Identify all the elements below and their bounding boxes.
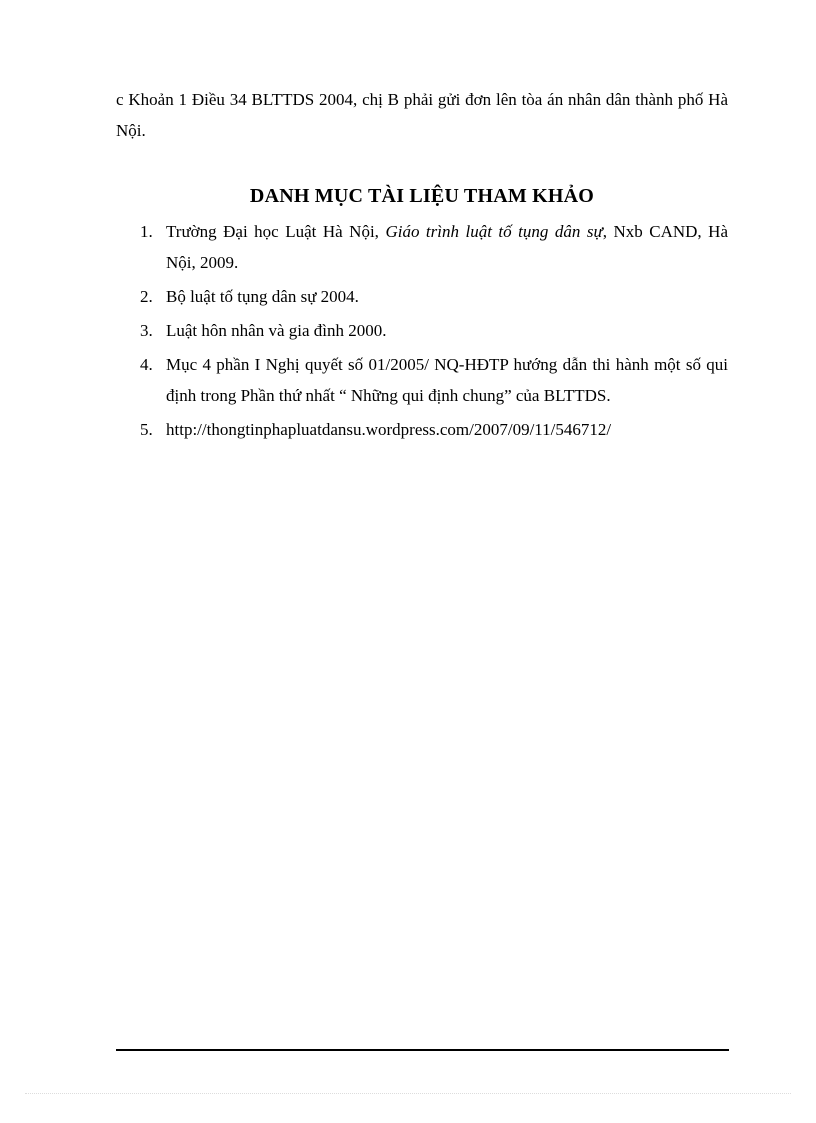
reference-item-3 <box>116 315 728 346</box>
reference-title: Giáo trình luật tố tụng dân sự <box>385 222 603 241</box>
reference-number: 3. <box>140 321 153 340</box>
reference-text: Bộ luật tố tụng dân sự 2004. <box>166 287 359 306</box>
reference-url: http://thongtinphapluatdansu.wordpress.com/2007/09/11/546712/ <box>166 420 612 439</box>
reference-item-5 <box>116 414 728 445</box>
reference-number: 4. <box>140 355 153 374</box>
reference-text: , Nxb CAND, Hà Nội, 2009. <box>166 222 728 272</box>
reference-text: Luật hôn nhân và gia đình 2000. <box>166 321 387 340</box>
reference-item-2 <box>116 281 728 312</box>
body-paragraph: c Khoản 1 Điều 34 BLTTDS 2004, chị B phải gửi đơn lên tòa án nhân dân thành phố Hà Nội. <box>116 90 728 140</box>
reference-number: 5. <box>140 420 153 439</box>
reference-text: Mục 4 phần I Nghị quyết số 01/2005/ NQ-HĐTP hướng dẫn thi hành một số qui định trong Phần thứ nhất “ Những qui định chung” của BLTTDS. <box>166 355 728 405</box>
reference-item-4 <box>116 349 728 411</box>
reference-number: 2. <box>140 287 153 306</box>
footer-rule <box>116 1049 729 1051</box>
reference-number: 1. <box>140 222 153 241</box>
page-edge-divider <box>25 1093 791 1094</box>
reference-list <box>116 216 728 448</box>
reference-text: Trường Đại học Luật Hà Nội, <box>166 222 386 241</box>
reference-item-1 <box>116 216 728 278</box>
references-heading: DANH MỤC TÀI LIỆU THAM KHẢO <box>249 185 595 207</box>
